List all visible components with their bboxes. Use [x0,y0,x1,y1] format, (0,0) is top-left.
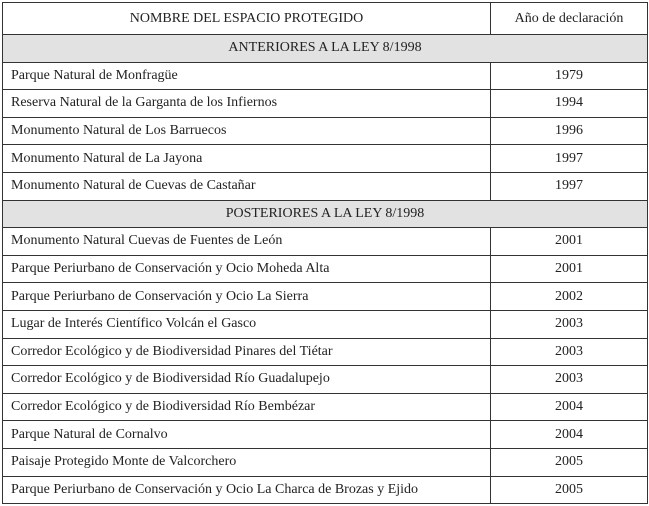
table-header-row [3,3,648,35]
table-row [3,448,648,476]
declaration-year: 2005 [491,448,648,476]
declaration-year: 1979 [491,62,648,90]
declaration-year: 1997 [491,172,648,200]
table-row [3,338,648,366]
declaration-year: 2004 [491,393,648,421]
area-name: Parque Natural de Cornalvo [3,421,491,449]
table-row [3,62,648,90]
declaration-year: 2003 [491,310,648,338]
declaration-year: 2002 [491,283,648,311]
area-name: Reserva Natural de la Garganta de los Infiernos [3,90,491,118]
table-row [3,172,648,200]
header-year: Año de declaración [491,3,648,35]
table-row [3,366,648,394]
declaration-year: 2004 [491,421,648,449]
declaration-year: 1997 [491,145,648,173]
area-name: Corredor Ecológico y de Biodiversidad Pinares del Tiétar [3,338,491,366]
area-name: Monumento Natural de Cuevas de Castañar [3,172,491,200]
declaration-year: 2003 [491,338,648,366]
declaration-year: 1994 [491,90,648,118]
table-row [3,476,648,504]
declaration-year: 2003 [491,366,648,394]
table-row [3,393,648,421]
area-name: Corredor Ecológico y de Biodiversidad Río Bembézar [3,393,491,421]
table-row [3,145,648,173]
table-row [3,310,648,338]
section-title: ANTERIORES A LA LEY 8/1998 [3,35,648,63]
area-name: Paisaje Protegido Monte de Valcorchero [3,448,491,476]
area-name: Parque Periurbano de Conservación y Ocio La Charca de Brozas y Ejido [3,476,491,504]
area-name: Monumento Natural Cuevas de Fuentes de León [3,228,491,256]
area-name: Lugar de Interés Científico Volcán el Gasco [3,310,491,338]
area-name: Monumento Natural de La Jayona [3,145,491,173]
declaration-year: 2001 [491,255,648,283]
table-row [3,255,648,283]
table-row [3,117,648,145]
table-row [3,90,648,118]
section-row [3,200,648,228]
table-row [3,228,648,256]
area-name: Parque Natural de Monfragüe [3,62,491,90]
table-row [3,421,648,449]
protected-areas-table [2,2,648,504]
declaration-year: 2005 [491,476,648,504]
section-row [3,35,648,63]
section-title: POSTERIORES A LA LEY 8/1998 [3,200,648,228]
area-name: Monumento Natural de Los Barruecos [3,117,491,145]
table-row [3,283,648,311]
declaration-year: 2001 [491,228,648,256]
declaration-year: 1996 [491,117,648,145]
area-name: Parque Periurbano de Conservación y Ocio Moheda Alta [3,255,491,283]
area-name: Corredor Ecológico y de Biodiversidad Río Guadalupejo [3,366,491,394]
header-name: NOMBRE DEL ESPACIO PROTEGIDO [3,3,491,35]
area-name: Parque Periurbano de Conservación y Ocio La Sierra [3,283,491,311]
